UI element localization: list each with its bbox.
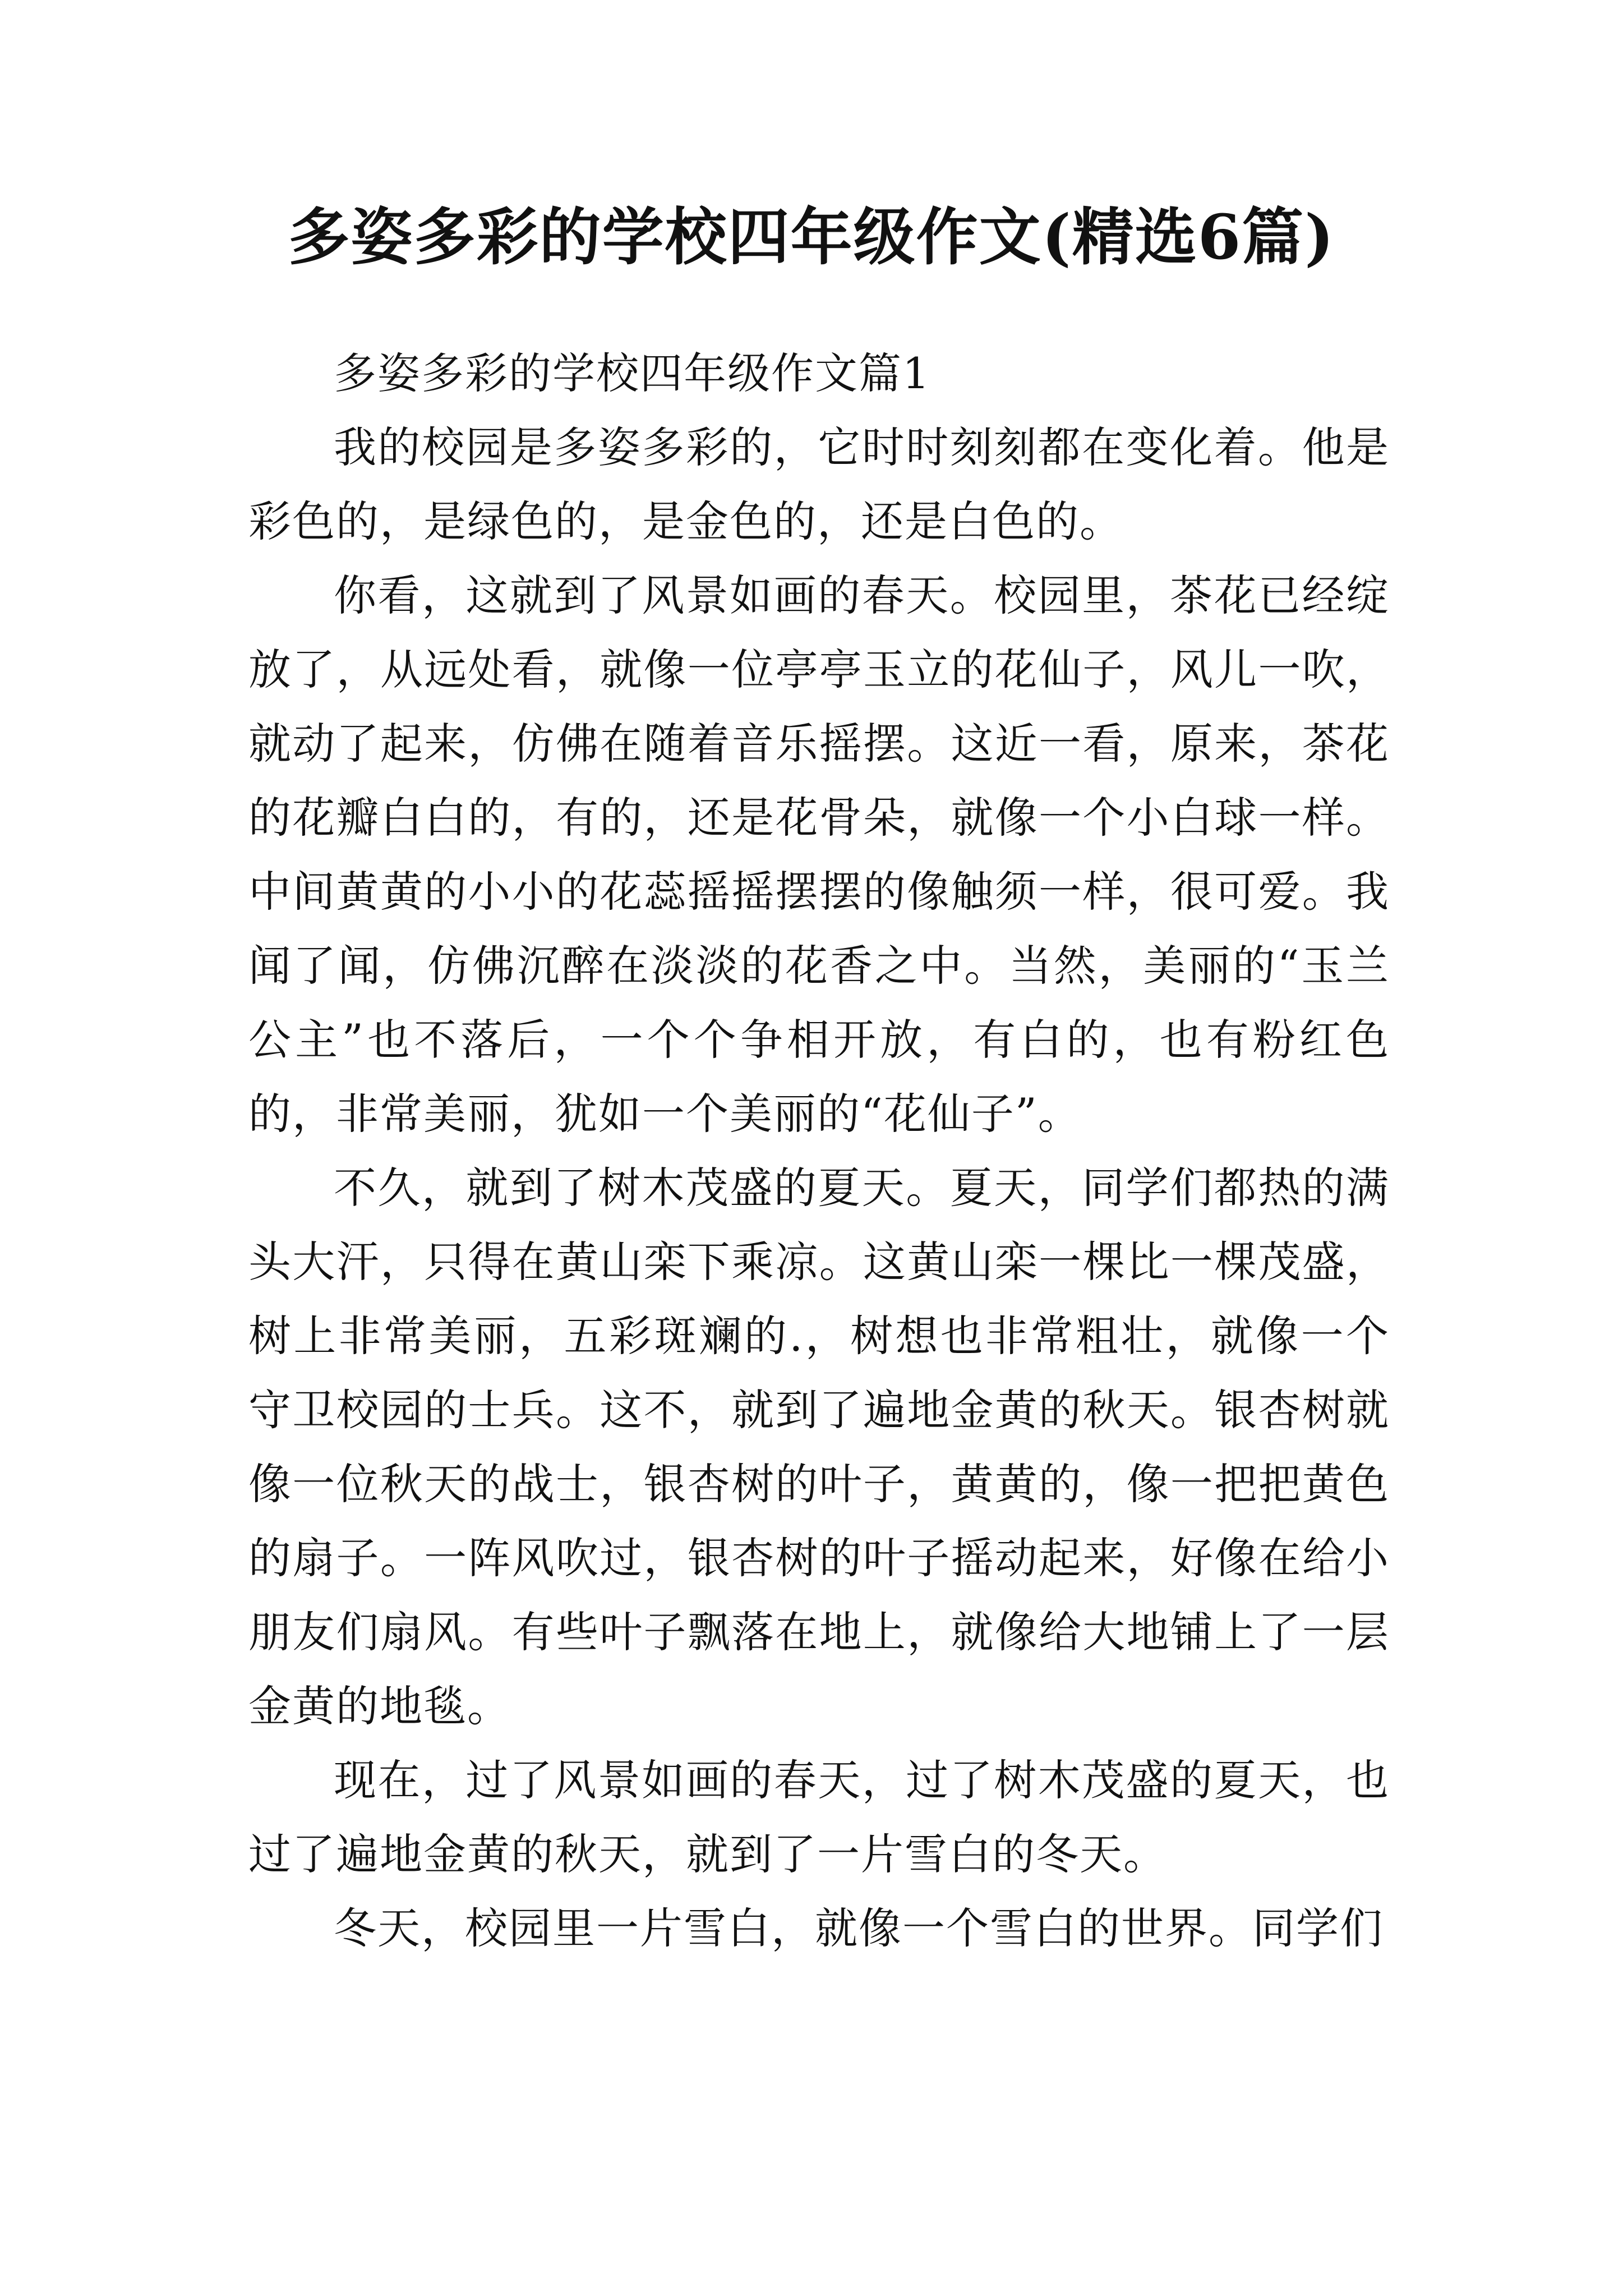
paragraph: 不久，就到了树木茂盛的夏天。夏天，同学们都热的满头大汗，只得在黄山栾下乘凉。这黄山栾一棵比一棵茂盛，树上非常美丽，五彩斑斓的.，树想也非常粗壮，就像一个守卫校园的士兵。这不，就到了遍地金黄的秋天。银杏树就像一位秋天的战士，银杏树的叶子，黄黄的，像一把把黄色的扇子。一阵风吹过，银杏树的叶子摇动起来，好像在给小朋友们扇风。有些叶子飘落在地上，就像给大地铺上了一层金黄的地毯。: [248, 1163, 1390, 1731]
paragraph: 冬天，校园里一片雪白，就像一个雪白的世界。同学们: [334, 1903, 1384, 1953]
paragraph: 你看，这就到了风景如画的春天。校园里，茶花已经绽放了，从远处看，就像一位亭亭玉立的花仙子，风儿一吹，就动了起来，仿佛在随着音乐摇摆。这近一看，原来，茶花的花瓣白白的，有的，还是花骨朵，就像一个小白球一样。中间黄黄的小小的花蕊摇摇摆摆的像触须一样，很可爱。我闻了闻，仿佛沉醉在淡淡的花香之中。当然，美丽的“玉兰公主”也不落后，一个个争相开放，有白的，也有粉红色的，非常美丽，犹如一个美丽的“花仙子”。: [248, 570, 1390, 1139]
document-title: 多姿多彩的学校四年级作文(精选6篇): [288, 201, 1335, 273]
paragraph: 现在，过了风景如画的春天，过了树木茂盛的夏天，也过了遍地金黄的秋天，就到了一片雪白的冬天。: [248, 1755, 1390, 1879]
document-body: [248, 337, 1390, 1966]
section-heading: 多姿多彩的学校四年级作文篇1: [334, 348, 931, 398]
paragraph: 我的校园是多姿多彩的，它时时刻刻都在变化着。他是彩色的，是绿色的，是金色的，还是白色的。: [248, 422, 1390, 546]
